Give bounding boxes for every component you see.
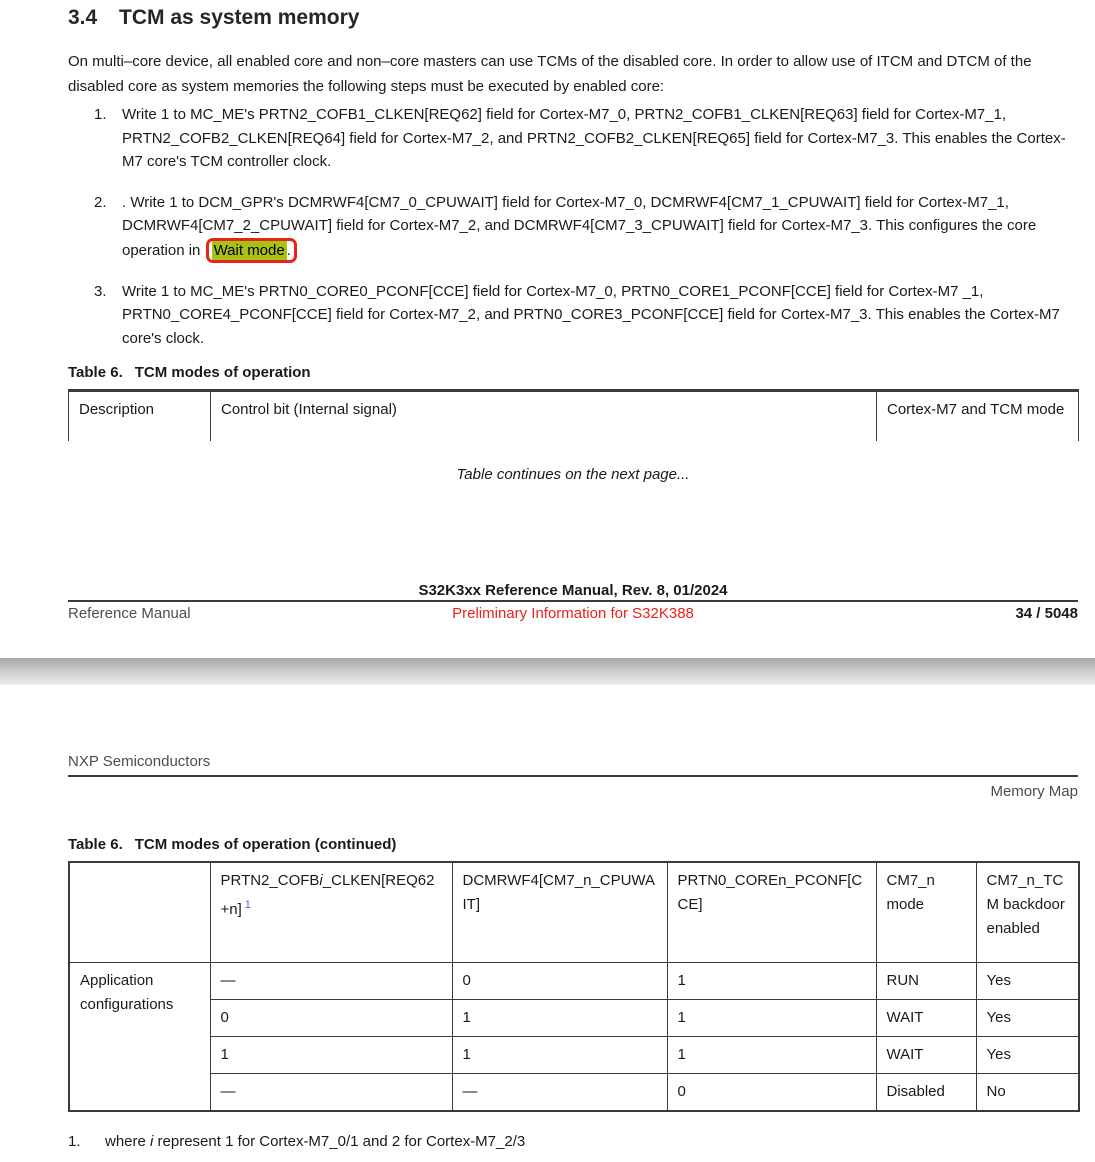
table-cell: No	[976, 1073, 1079, 1111]
table-header-cell: PRTN2_COFBi_CLKEN[REQ62+n] $^1$	[210, 862, 452, 962]
header-company-name: NXP Semiconductors	[68, 753, 211, 770]
footer-row	[68, 605, 1078, 622]
section-heading	[68, 6, 359, 30]
table-row	[69, 999, 1079, 1036]
table-header-cell: Control bit (Internal signal)	[211, 391, 877, 441]
footer-left-text: Reference Manual	[68, 605, 191, 622]
table-cell: 1	[210, 1036, 452, 1073]
table-cell: Yes	[976, 1036, 1079, 1073]
table-cell: 1	[452, 1036, 667, 1073]
step-item-3	[68, 280, 1078, 351]
table6-continued-caption	[68, 836, 396, 853]
table6-label: Table 6.	[68, 836, 123, 853]
table-cell: —	[452, 1073, 667, 1111]
section-number: 3.4	[68, 6, 98, 29]
table-header-row	[69, 862, 1079, 962]
table6-caption	[68, 364, 311, 381]
table-cell: Yes	[976, 962, 1079, 999]
table-header-cell: PRTN0_COREn_PCONF[CCE]	[667, 862, 876, 962]
table-cell: Yes	[976, 999, 1079, 1036]
step-text	[122, 191, 1078, 263]
step-text-before-highlight: . Write 1 to DCM_GPR's DCMRWF4[CM7_0_CPUWAIT] field for Cortex-M7_0, DCMRWF4[CM7_1_CPUWAIT] field for Cortex-M7_1, DCMRWF4[CM7_2_CPUWAIT] field for Cortex-M7_2, and DCMRWF4[CM7_3_CPUWAIT] field for Cortex-M7_3. This configures the core operation in	[122, 193, 1037, 259]
wait-mode-highlight: Wait mode	[213, 241, 285, 259]
table-cell: WAIT	[876, 999, 976, 1036]
numbered-steps-list	[68, 103, 1078, 367]
footer-page-number: 34 / 5048	[1015, 605, 1078, 622]
table-cell: WAIT	[876, 1036, 976, 1073]
header-chapter-name: Memory Map	[990, 783, 1078, 800]
table-cell: RUN	[876, 962, 976, 999]
table-header-cell: Description	[69, 391, 211, 441]
table-header-cell: Cortex-M7 and TCM mode	[877, 391, 1079, 441]
table-cell: 1	[667, 999, 876, 1036]
table6-title-text: TCM modes of operation	[134, 364, 311, 381]
table-cell: Disabled	[876, 1073, 976, 1111]
table-cell: 0	[452, 962, 667, 999]
footer-preliminary-notice: Preliminary Information for S32K388	[452, 605, 694, 622]
table-header-cell-empty	[69, 862, 210, 962]
footnote-number: 1.	[68, 1133, 81, 1150]
step-number: 1.	[94, 106, 107, 123]
table-cell: 0	[210, 999, 452, 1036]
table-cell: —	[210, 962, 452, 999]
table-cell: 1	[667, 962, 876, 999]
table-row	[69, 962, 1079, 999]
section-title: TCM as system memory	[119, 6, 360, 29]
table-cell: —	[210, 1073, 452, 1111]
footer-rule	[68, 600, 1078, 602]
header-rule	[68, 775, 1078, 777]
table-cell: 1	[667, 1036, 876, 1073]
footnote-reference-1: 1	[244, 899, 251, 911]
table6-continued	[68, 861, 1080, 1112]
intro-paragraph: On multi–core device, all enabled core and non–core masters can use TCMs of the disabled core. In order to allow use of ITCM and DTCM of the disabled core as system memories the following steps must be executed by enabled core:	[68, 53, 1032, 95]
row-group-label-cell: Application configurations	[69, 962, 210, 1111]
table-footnote: 1. where i represent 1 for Cortex-M7_0/1 and 2 for Cortex-M7_2/3	[68, 1133, 526, 1150]
table-cell: 0	[667, 1073, 876, 1111]
table6-continued-title-text: TCM modes of operation (continued)	[134, 836, 397, 853]
annotation-red-box	[206, 238, 297, 263]
step-text: Write 1 to MC_ME's PRTN2_COFB1_CLKEN[REQ62] field for Cortex-M7_0, PRTN2_COFB1_CLKEN[REQ63] field for Cortex-M7_1, PRTN2_COFB2_CLKEN[REQ64] field for Cortex-M7_2, and PRTN2_COFB2_CLKEN[REQ65] field for Cortex-M7_3. This enables the Cortex-M7 core's TCM controller clock.	[122, 106, 1066, 170]
table-row	[69, 1036, 1079, 1073]
page-break-gap	[0, 658, 1095, 685]
step-item-2	[68, 191, 1078, 263]
step-text: Write 1 to MC_ME's PRTN0_CORE0_PCONF[CCE] field for Cortex-M7_0, PRTN0_CORE1_PCONF[CCE] field for Cortex-M7 _1, PRTN0_CORE4_PCONF[CCE] field for Cortex-M7_2, and PRTN0_CORE3_PCONF[CCE] field for Cortex-M7_3. This enables the Cortex-M7 core's clock.	[122, 282, 1060, 347]
pdf-page-2	[0, 685, 1095, 1162]
footer-document-title: S32K3xx Reference Manual, Rev. 8, 01/2024	[418, 582, 728, 599]
step-item-1	[68, 103, 1078, 174]
table6-header-fragment	[68, 389, 1079, 441]
table-header-cell: DCMRWF4[CM7_n_CPUWAIT]	[452, 862, 667, 962]
step-number: 2.	[94, 193, 107, 211]
table-header-cell: CM7_n mode	[876, 862, 976, 962]
table-continues-note: Table continues on the next page...	[456, 466, 690, 483]
table-row	[69, 1073, 1079, 1111]
step-number: 3.	[94, 282, 107, 300]
table6-label: Table 6.	[68, 364, 123, 381]
table-header-cell: CM7_n_TCM backdoor enabled	[976, 862, 1079, 962]
table-cell: 1	[452, 999, 667, 1036]
table6-header-row	[69, 391, 1079, 441]
step-text-after-highlight: .	[286, 241, 291, 259]
